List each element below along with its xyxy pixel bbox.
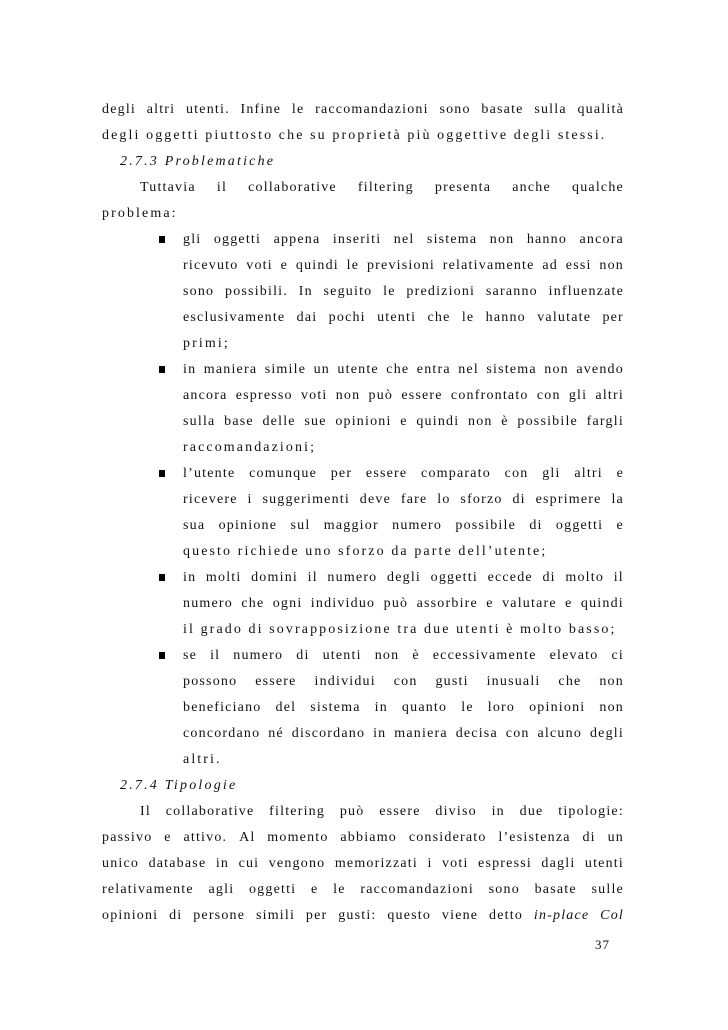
- list-item-line: ricevere i suggerimenti deve fare lo sforzo di esprimere la: [183, 492, 624, 507]
- list-item-line: sulla base delle sue opinioni e quindi non è possibile fargli: [183, 414, 624, 429]
- body-line: unico database in cui vengono memorizzati i voti espressi dagli utenti: [102, 856, 624, 871]
- list-item-line: sono possibili. In seguito le predizioni saranno influenzate: [183, 284, 624, 299]
- list-item-line: primi;: [183, 336, 230, 351]
- list-item-line: se il numero di utenti non è eccessivamente elevato ci: [183, 648, 624, 663]
- body-line: degli oggetti piuttosto che su proprietà più oggettive degli stessi.: [102, 128, 607, 143]
- list-item-line: in molti domini il numero degli oggetti eccede di molto il: [183, 570, 624, 585]
- list-item-line: possono essere individui con gusti inusuali che non: [183, 674, 624, 689]
- body-line: Il collaborative filtering può essere diviso in due tipologie:: [140, 804, 624, 819]
- list-item-line: raccomandazioni;: [183, 440, 317, 455]
- list-item-line: altri.: [183, 752, 222, 767]
- list-item-line: gli oggetti appena inseriti nel sistema non hanno ancora: [183, 232, 624, 247]
- list-item-line: numero che ogni individuo può assorbire e valutare e quindi: [183, 596, 624, 611]
- list-item-line: sua opinione sul maggior numero possibile di oggetti e: [183, 518, 624, 533]
- bullet-icon: [159, 574, 165, 581]
- body-line-last: opinioni di persone simili per gusti: questo viene detto in-place Col: [102, 908, 624, 923]
- body-line: problema:: [102, 206, 178, 221]
- body-line: relativamente agli oggetti e le raccomandazioni sono basate sulle: [102, 882, 624, 897]
- section-heading-2-7-4: 2.7.4 Tipologie: [120, 778, 238, 793]
- bullet-icon: [159, 366, 165, 373]
- list-item-line: ricevuto voti e quindi le previsioni relativamente ad essi non: [183, 258, 624, 273]
- list-item-line: concordano né discordano in maniera decisa con alcuno degli: [183, 726, 624, 741]
- list-item-line: il grado di sovrapposizione tra due utenti è molto basso;: [183, 622, 617, 637]
- body-line: passivo e attivo. Al momento abbiamo considerato l’esistenza di un: [102, 830, 624, 845]
- list-item-line: questo richiede uno sforzo da parte dell’utente;: [183, 544, 548, 559]
- list-item-line: beneficiano del sistema in quanto le loro opinioni non: [183, 700, 624, 715]
- body-line: degli altri utenti. Infine le raccomandazioni sono basate sulla qualità: [102, 102, 624, 117]
- body-line: Tuttavia il collaborative filtering presenta anche qualche: [140, 180, 624, 195]
- bullet-icon: [159, 470, 165, 477]
- bullet-icon: [159, 236, 165, 243]
- page-number: 37: [595, 937, 610, 952]
- list-item-line: in maniera simile un utente che entra nel sistema non avendo: [183, 362, 624, 377]
- list-item-line: ancora espresso voti non può essere confrontato con gli altri: [183, 388, 624, 403]
- list-item-line: l’utente comunque per essere comparato con gli altri e: [183, 466, 624, 481]
- bullet-icon: [159, 652, 165, 659]
- section-heading-2-7-3: 2.7.3 Problematiche: [120, 154, 276, 169]
- list-item-line: esclusivamente dai pochi utenti che le hanno valutate per: [183, 310, 624, 325]
